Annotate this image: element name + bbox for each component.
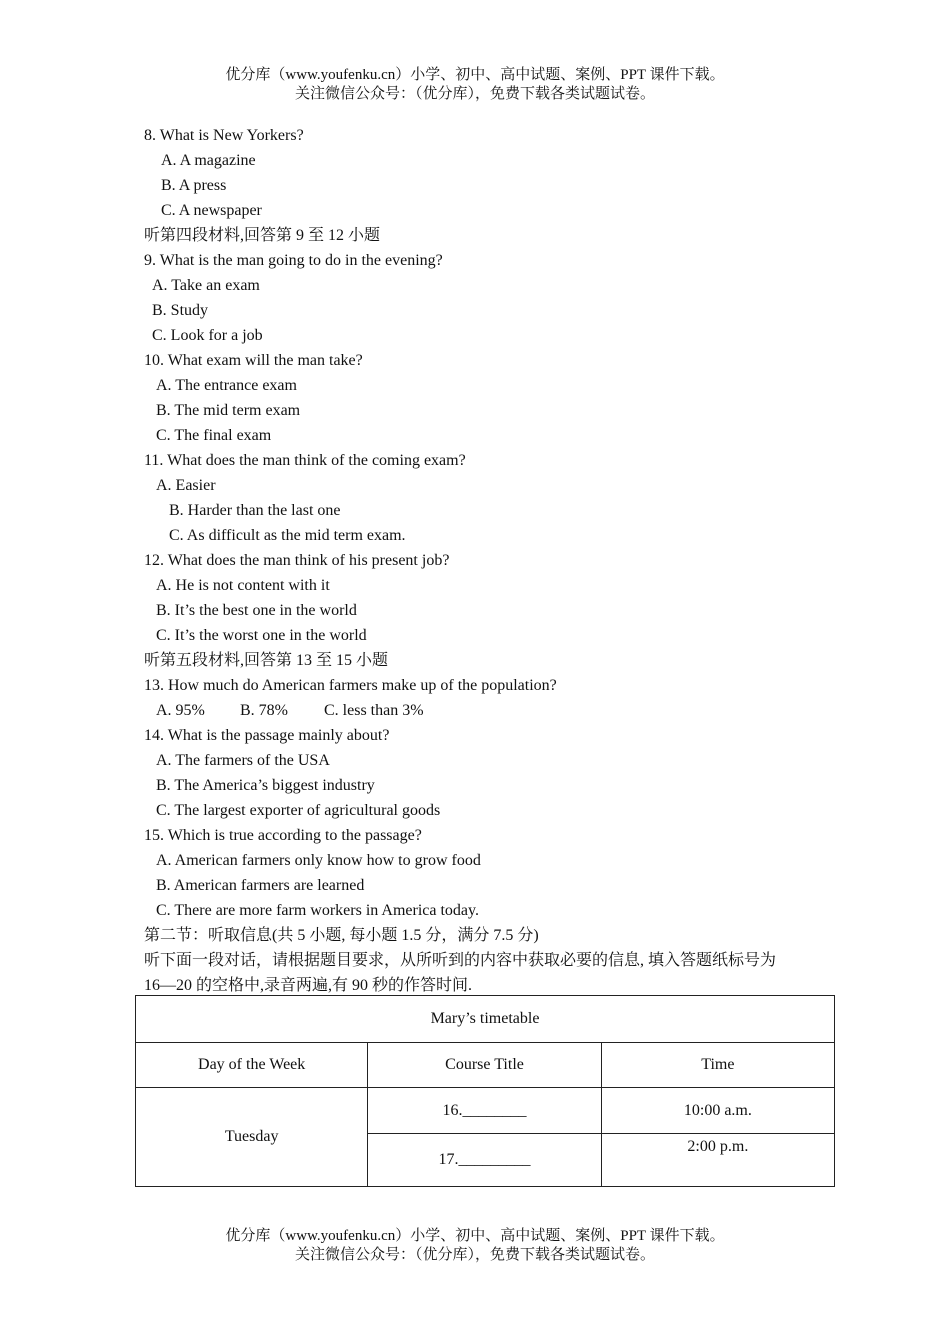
option-13a: A. 95% [156,702,205,719]
footer-line-1: 优分库（www.youfenku.cn）小学、初中、高中试题、案例、PPT 课件下载。 [225,1228,725,1244]
option-8a: A. A magazine [161,152,256,169]
option-15c: C. There are more farm workers in America today. [156,902,479,919]
option-9b: B. Study [152,302,209,319]
option-10c: C. The final exam [156,427,272,444]
option-12a: A. He is not content with it [156,577,330,594]
footer-line-2: 关注微信公众号：（优分库），免费下载各类试题试卷。 [294,1247,655,1263]
option-12c: C. It’s the worst one in the world [156,627,367,644]
column-header-day: Day of the Week [136,1043,368,1088]
question-12: 12. What does the man think of his present job? [144,552,450,569]
part-2-instruction-1: 听下面一段对话，请根据题目要求，从所听到的内容中获取必要的信息, 填入答题纸标号为 [144,952,777,969]
time-cell: 2:00 p.m. [601,1134,834,1187]
option-13b: B. 78% [240,702,288,719]
option-14c: C. The largest exporter of agricultural goods [156,802,441,819]
option-10a: A. The entrance exam [156,377,297,394]
page-footer [0,1227,950,1265]
option-11c: C. As difficult as the mid term exam. [169,527,406,544]
option-14a: A. The farmers of the USA [156,752,330,769]
question-10: 10. What exam will the man take? [144,352,363,369]
column-header-time: Time [601,1043,834,1088]
column-header-course: Course Title [368,1043,601,1088]
time-cell: 10:00 a.m. [601,1088,834,1134]
question-15: 15. Which is true according to the passage? [144,827,422,844]
section-5-instruction: 听第五段材料,回答第 13 至 15 小题 [144,652,389,669]
part-2-instruction-2: 16—20 的空格中,录音两遍,有 90 秒的作答时间. [144,977,473,994]
day-cell: Tuesday [136,1088,368,1187]
header-line-1: 优分库（www.youfenku.cn）小学、初中、高中试题、案例、PPT 课件下载。 [225,67,725,83]
course-blank-17: 17._________ [368,1134,601,1187]
option-8b: B. A press [161,177,227,194]
option-8c: C. A newspaper [161,202,262,219]
option-15a: A. American farmers only know how to grow food [156,852,481,869]
timetable-title: Mary’s timetable [136,996,835,1043]
question-8: 8. What is New Yorkers? [144,127,304,144]
option-9a: A. Take an exam [152,277,260,294]
option-14b: B. The America’s biggest industry [156,777,375,794]
course-blank-16: 16.________ [368,1088,601,1134]
section-4-instruction: 听第四段材料,回答第 9 至 12 小题 [144,227,381,244]
option-13c: C. less than 3% [324,702,424,719]
option-10b: B. The mid term exam [156,402,301,419]
question-13: 13. How much do American farmers make up of the population? [144,677,557,694]
option-9c: C. Look for a job [152,327,263,344]
page-header [0,66,950,104]
header-line-2: 关注微信公众号：（优分库），免费下载各类试题试卷。 [294,86,655,102]
timetable [135,995,835,1187]
question-11: 11. What does the man think of the coming exam? [144,452,466,469]
question-14: 14. What is the passage mainly about? [144,727,390,744]
option-11a: A. Easier [156,477,216,494]
option-11b: B. Harder than the last one [169,502,341,519]
part-2-title: 第二节：听取信息(共 5 小题, 每小题 1.5 分，满分 7.5 分) [144,927,539,944]
question-9: 9. What is the man going to do in the evening? [144,252,443,269]
option-15b: B. American farmers are learned [156,877,365,894]
option-12b: B. It’s the best one in the world [156,602,357,619]
